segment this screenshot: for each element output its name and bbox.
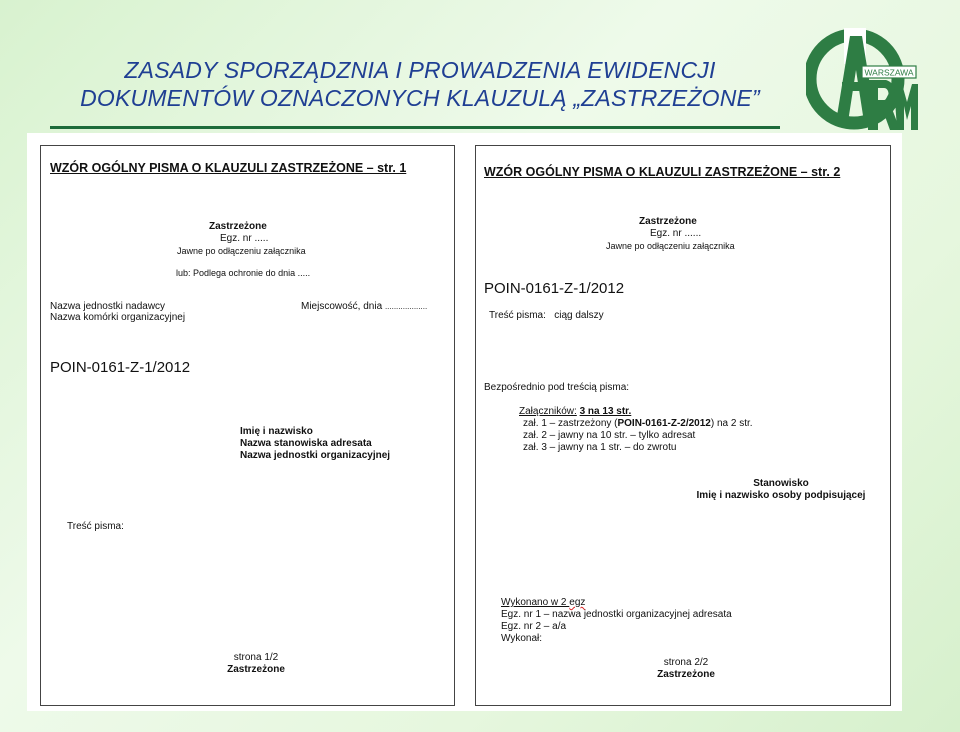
attachments-line bbox=[519, 406, 631, 418]
logo-text: WARSZAWA bbox=[864, 67, 914, 78]
copy-2-note: Egz. nr 2 – a/a bbox=[501, 621, 567, 632]
made-in-prefix: Wykonano w 2 bbox=[501, 597, 570, 608]
page2-page-no: strona 2/2 bbox=[663, 657, 709, 668]
place-date bbox=[301, 301, 427, 313]
page2-signature: POIN-0161-Z-1/2012 bbox=[484, 280, 625, 297]
page1-signature: POIN-0161-Z-1/2012 bbox=[50, 359, 191, 376]
page1-clause: Zastrzeżone bbox=[209, 221, 267, 232]
page1-footer-clause: Zastrzeżone bbox=[227, 664, 285, 675]
copy-1-note: Egz. nr 1 – nazwa jednostki organizacyjnej adresata bbox=[501, 609, 732, 620]
sender-unit: Nazwa jednostki nadawcy bbox=[50, 301, 166, 312]
page2-footer-clause: Zastrzeżone bbox=[657, 669, 715, 680]
title-line-2: DOKUMENTÓW OZNACZONYCH KLAUZULĄ „ZASTRZEŻONE” bbox=[80, 85, 760, 111]
page-title bbox=[40, 56, 800, 112]
page2-content-label: Treść pisma: bbox=[489, 310, 546, 321]
place-date-label: Miejscowość, dnia bbox=[301, 301, 383, 312]
page1-content-label: Treść pisma: bbox=[67, 521, 124, 532]
page1-heading: WZÓR OGÓLNY PISMA O KLAUZULI ZASTRZEŻONE – str. 1 bbox=[50, 161, 407, 175]
page2-copy-no: Egz. nr ...... bbox=[650, 228, 702, 239]
attachment-1-signature: POIN-0161-Z-2/2012 bbox=[617, 418, 711, 429]
letter-page-2 bbox=[475, 145, 891, 706]
below-content-note: Bezpośrednio pod treścią pisma: bbox=[484, 382, 630, 393]
executed-by: Wykonał: bbox=[501, 633, 543, 644]
attachment-2: zał. 2 – jawny na 10 str. – tylko adresat bbox=[523, 430, 696, 441]
document-sheet bbox=[27, 133, 902, 711]
sender-cell: Nazwa komórki organizacyjnej bbox=[50, 312, 186, 323]
signer-position: Stanowisko bbox=[753, 478, 809, 489]
page1-protection-note: lub: Podlega ochronie do dnia ..... bbox=[176, 268, 311, 278]
title-line-1: ZASADY SPORZĄDZNIA I PROWADZENIA EWIDENCJI bbox=[124, 57, 716, 83]
page2-content bbox=[489, 310, 604, 322]
page2-content-value: ciąg dalszy bbox=[554, 310, 604, 321]
letter-page-1 bbox=[40, 145, 455, 706]
recipient-unit: Nazwa jednostki organizacyjnej bbox=[240, 450, 391, 461]
page1-attachment-note: Jawne po odłączeniu załącznika bbox=[177, 246, 306, 256]
signer-name: Imię i nazwisko osoby podpisującej bbox=[696, 490, 866, 501]
made-in-copies bbox=[501, 597, 585, 609]
made-in-word: egz bbox=[569, 597, 586, 608]
place-date-dots: ................... bbox=[384, 302, 428, 311]
arm-logo bbox=[806, 22, 918, 136]
attachment-3: zał. 3 – jawny na 1 str. – do zwrotu bbox=[523, 442, 677, 453]
page2-heading: WZÓR OGÓLNY PISMA O KLAUZULI ZASTRZEŻONE – str. 2 bbox=[484, 165, 841, 179]
recipient-name: Imię i nazwisko bbox=[240, 426, 313, 437]
recipient-position: Nazwa stanowiska adresata bbox=[240, 438, 372, 449]
attachments-label: Załączników: bbox=[519, 406, 577, 417]
page2-attachment-note: Jawne po odłączeniu załącznika bbox=[606, 241, 735, 251]
attachment-1-prefix: zał. 1 – zastrzeżony ( bbox=[523, 418, 618, 429]
attachments-value: 3 na 13 str. bbox=[579, 406, 632, 417]
page1-page-no: strona 1/2 bbox=[233, 652, 279, 663]
attachment-1 bbox=[523, 418, 753, 430]
title-underline bbox=[50, 126, 780, 129]
attachment-1-suffix: ) na 2 str. bbox=[710, 418, 753, 429]
page2-clause: Zastrzeżone bbox=[639, 216, 697, 227]
page1-copy-no: Egz. nr ..... bbox=[220, 233, 269, 244]
